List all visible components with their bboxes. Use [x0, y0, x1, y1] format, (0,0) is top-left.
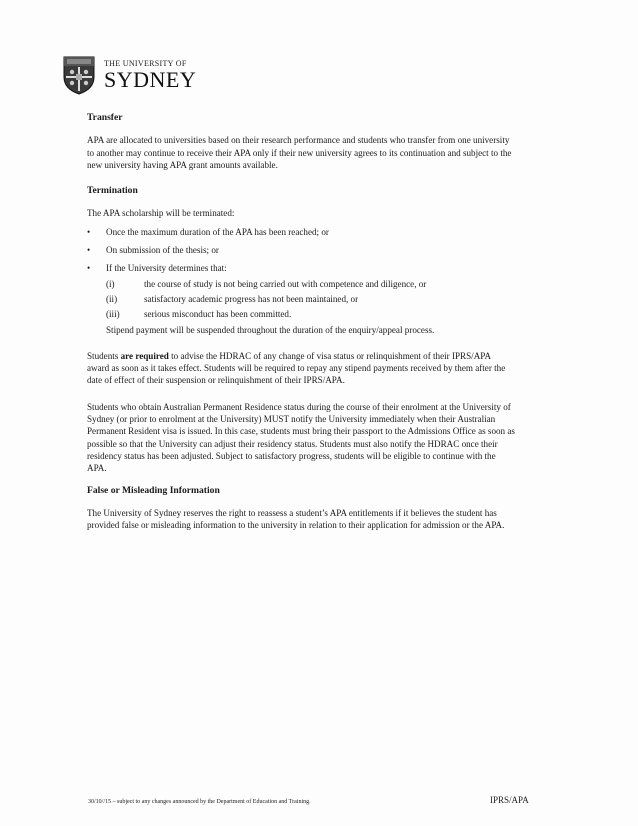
- sub-item-number: (i): [106, 278, 115, 289]
- bullet-text: Once the maximum duration of the APA has been reached; or: [106, 226, 329, 237]
- sub-list: [106, 278, 515, 321]
- sub-item-text: satisfactory academic progress has not been maintained, or: [144, 293, 359, 304]
- footer-label: IPRS/APA: [490, 795, 529, 805]
- list-item: [87, 244, 515, 256]
- sub-item-text: the course of study is not being carried out with competence and diligence, or: [144, 278, 427, 289]
- footer-note: 30/10//15 – subject to any changes announced by the Department of Education and Training.: [88, 799, 311, 805]
- false-info-heading: False or Misleading Information: [87, 484, 220, 496]
- sub-item-number: (ii): [106, 293, 118, 304]
- bullet-icon: •: [87, 226, 91, 237]
- bullet-icon: •: [87, 263, 91, 274]
- document-body: [87, 112, 515, 531]
- university-crest-icon: [62, 55, 96, 95]
- false-info-text: The University of Sydney reserves the right to reassess a student’s APA entitlements if it believes the student has provided false or misleading information to the university in relation to their application for admission or the APA.: [87, 507, 505, 531]
- stipend-text: Stipend payment will be suspended throughout the duration of the enquiry/appeal process.: [106, 324, 435, 335]
- bullet-text: On submission of the thesis; or: [106, 245, 219, 256]
- sub-item-number: (iii): [106, 309, 120, 320]
- list-item: [87, 226, 515, 238]
- sub-list-item: [106, 278, 515, 290]
- bullet-text: If the University determines that:: [106, 263, 227, 274]
- bullet-icon: •: [87, 245, 91, 256]
- termination-list: [87, 226, 515, 321]
- visa-paragraph-1: [87, 350, 515, 387]
- termination-heading: Termination: [87, 185, 138, 197]
- sub-list-item: [106, 293, 515, 305]
- visa-p1-pre: Students: [87, 350, 121, 361]
- sub-item-text: serious misconduct has been committed.: [144, 309, 292, 320]
- visa-paragraph-2: Students who obtain Australian Permanent Residence status during the course of their enrolment at the University of Sydney (or prior to enrolment at the University) MUST notify the University immediately when their Australian Permanent Resident visa is issued. In this case, students must bring their passport to the Admissions Office as soon as possible so that the University can adjust their residency status. Students must also notify the HDRAC once their residency status has been adjusted. Subject to satisfactory progress, students will be eligible to continue with the APA.: [87, 401, 515, 474]
- visa-p1-bold: are required: [120, 350, 169, 361]
- termination-intro: The APA scholarship will be terminated:: [87, 208, 235, 219]
- visa-p1-post: to advise the HDRAC of any change of visa status or relinquishment of their IPRS/APA award as soon as it takes effect. Students will be required to repay any stipend payments received by them after the date of effect of their suspension or relinquishment of their IPRS/APA.: [87, 350, 506, 386]
- transfer-heading: Transfer: [87, 112, 123, 123]
- logo-line-big: SYDNEY: [104, 66, 197, 92]
- university-logo: [62, 55, 196, 95]
- list-item: [87, 262, 515, 320]
- sub-list-item: [106, 308, 515, 320]
- transfer-text: APA are allocated to universities based on their research performance and students who transfer from one university to another may continue to receive their APA only if their new university agrees to its continuation and subject to the new university having APA grant amounts available.: [87, 135, 512, 170]
- logo-line-small: THE UNIVERSITY OF: [104, 58, 187, 68]
